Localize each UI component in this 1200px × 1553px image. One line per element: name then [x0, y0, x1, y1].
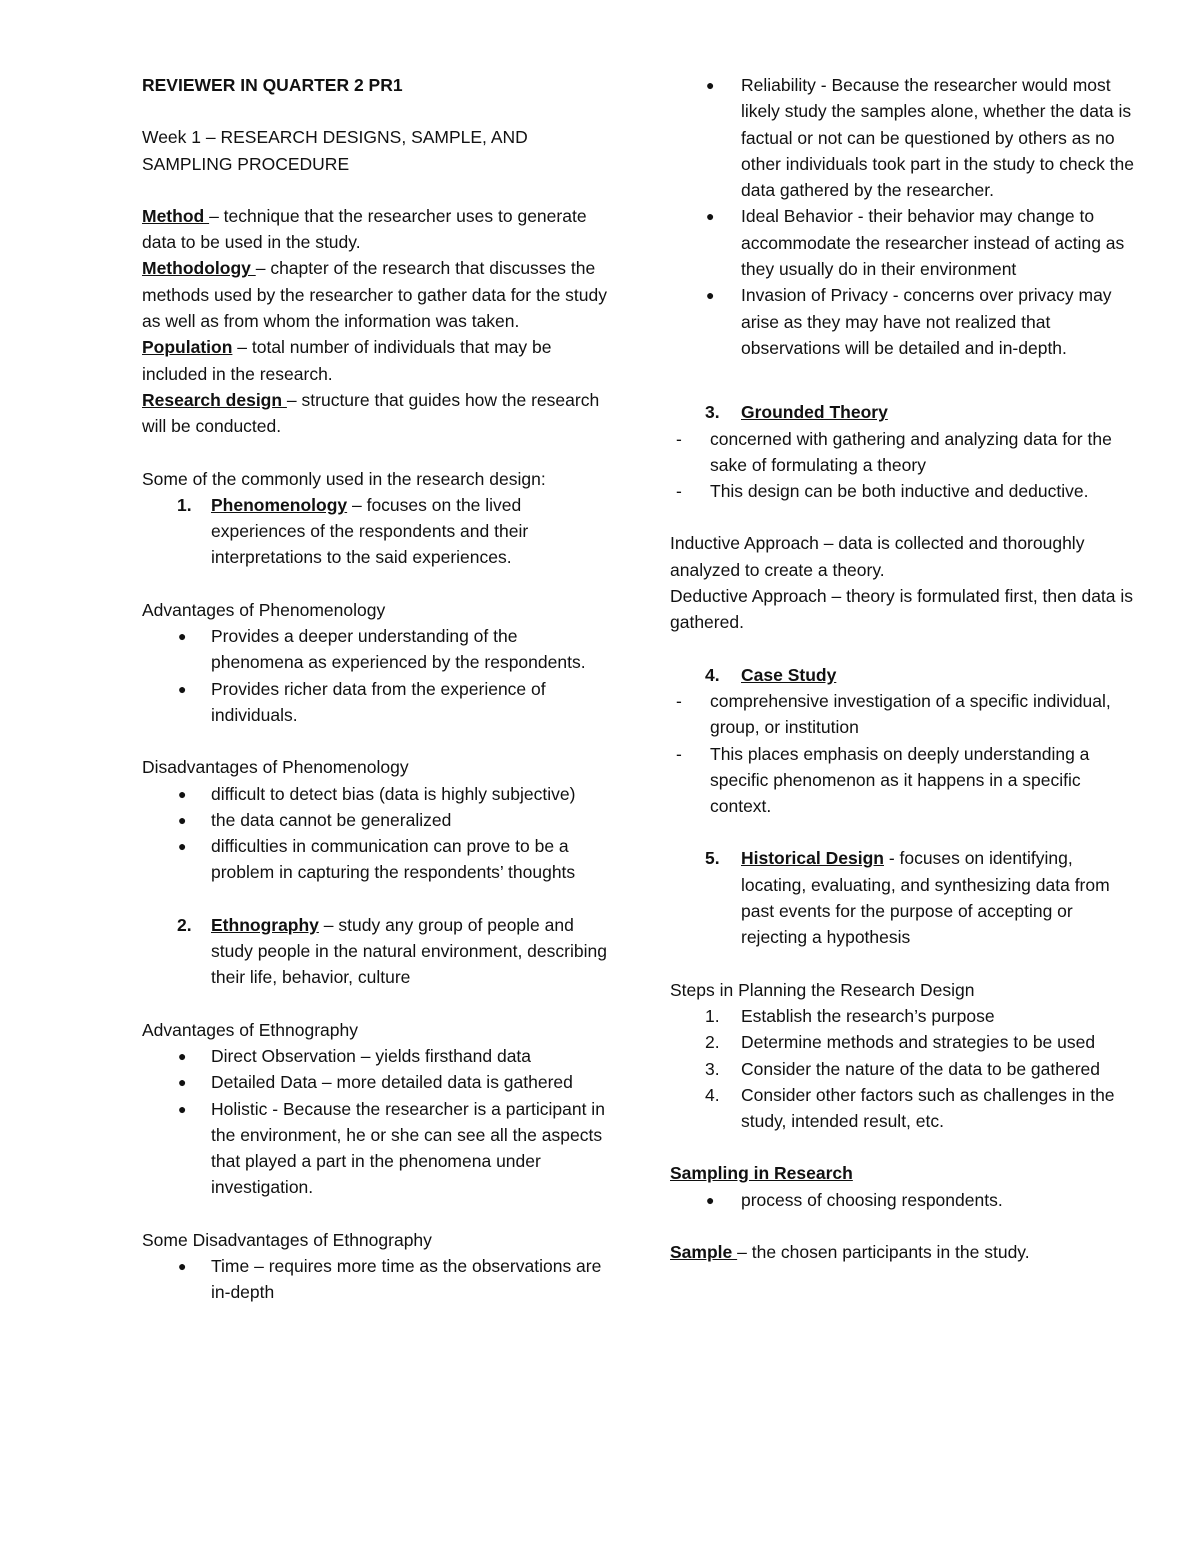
bullet-icon: ●: [706, 1191, 715, 1208]
design-case-study: [670, 662, 1140, 688]
bullet-icon: ●: [178, 785, 187, 802]
term: Sample: [670, 1241, 738, 1262]
list-item-text: Provides a deeper understanding of the phenomena as experienced by the respondents.: [211, 626, 586, 673]
dash-icon: -: [676, 743, 682, 764]
step-text: Establish the research’s purpose: [741, 1005, 995, 1026]
step-item: [670, 1056, 1140, 1082]
dash-item-text: This places emphasis on deeply understanding a specific phenomenon as it happens in a specific context.: [710, 743, 1090, 817]
dis-ethnography-title: Some Disadvantages of Ethnography: [142, 1229, 432, 1250]
design-text: – focuses on the lived experiences of the respondents and their interpretations to the said experiences.: [211, 494, 529, 568]
common-designs-intro: Some of the commonly used in the research design:: [142, 468, 546, 489]
step-text: Consider other factors such as challenges in the study, intended result, etc.: [741, 1084, 1115, 1132]
list-item-text: Invasion of Privacy - concerns over privacy may arise as they may have not realized that observations will be detailed and in-depth.: [741, 285, 1112, 358]
bullet-icon: ●: [178, 628, 187, 645]
bullet-icon: ●: [706, 287, 715, 304]
dash-icon: -: [676, 481, 682, 502]
design-historical: [670, 845, 1140, 950]
dash-item: [670, 688, 1140, 741]
step-item: [670, 1029, 1140, 1055]
bullet-icon: ●: [178, 838, 187, 855]
steps-title: Steps in Planning the Research Design: [670, 979, 975, 1000]
design-phenomenology: [142, 492, 607, 571]
step-item: [670, 1082, 1140, 1135]
bullet-icon: ●: [178, 1074, 187, 1091]
list-item: [142, 1253, 607, 1306]
design-term: Ethnography: [211, 914, 319, 935]
dash-item-text: This design can be both inductive and deductive.: [710, 481, 1089, 502]
left-column: [142, 72, 607, 1306]
bullet-icon: ●: [178, 811, 187, 828]
term: Method: [142, 205, 210, 226]
step-text: Determine methods and strategies to be used: [741, 1032, 1096, 1053]
inductive-approach: Inductive Approach – data is collected and thoroughly analyzed to create a theory.: [670, 533, 1085, 580]
definition-text: – structure that guides how the research will be conducted.: [142, 389, 600, 437]
list-item: [670, 72, 1140, 203]
definition-text: – the chosen participants in the study.: [737, 1241, 1030, 1262]
list-number: 3.: [705, 1058, 720, 1079]
list-number: 4.: [705, 664, 720, 685]
term: Methodology: [142, 258, 256, 279]
design-term: Phenomenology: [211, 494, 348, 515]
list-item-text: Time – requires more time as the observations are in-depth: [211, 1255, 602, 1303]
adv-ethnography-title: Advantages of Ethnography: [142, 1019, 358, 1040]
dash-icon: -: [676, 690, 682, 711]
list-number: 1.: [177, 494, 192, 515]
list-item-text: difficulties in communication can prove to be a problem in capturing the respondents’ thoughts: [211, 836, 576, 883]
definition-text: – technique that the researcher uses to generate data to be used in the study.: [142, 205, 587, 253]
document-title: REVIEWER IN QUARTER 2 PR1: [142, 75, 403, 95]
week-heading-line2: SAMPLING PROCEDURE: [142, 153, 350, 174]
bullet-icon: ●: [178, 1257, 187, 1274]
list-item: [142, 623, 607, 676]
bullet-icon: ●: [178, 1100, 187, 1117]
bullet-icon: ●: [706, 208, 715, 225]
list-item: [670, 1187, 1140, 1213]
design-term: Grounded Theory: [741, 402, 888, 423]
dash-item: [670, 478, 1140, 504]
list-item: [142, 1096, 607, 1201]
definition-text: – chapter of the research that discusses the methods used by the researcher to gather data for the study as well as from whom the information was taken.: [142, 258, 607, 332]
list-item-text: Reliability - Because the researcher would most likely study the samples alone, whether the data is factual or not can be questioned by others as no other individuals took part in the study to check the data gathered by the researcher.: [741, 75, 1135, 201]
term: Research design: [142, 389, 287, 410]
list-item: [142, 807, 607, 833]
list-item-text: the data cannot be generalized: [211, 809, 452, 830]
bullet-icon: ●: [178, 680, 187, 697]
list-item-text: Detailed Data – more detailed data is gathered: [211, 1072, 573, 1093]
list-number: 2.: [177, 914, 192, 935]
bullet-icon: ●: [706, 77, 715, 93]
definition-method: [142, 203, 607, 256]
list-item-text: Direct Observation – yields firsthand data: [211, 1045, 532, 1066]
design-text: – study any group of people and study people in the natural environment, describing their life, behavior, culture: [211, 914, 607, 988]
dash-item-text: concerned with gathering and analyzing data for the sake of formulating a theory: [710, 428, 1112, 475]
dash-item: [670, 426, 1140, 479]
deductive-approach: Deductive Approach – theory is formulated first, then data is gathered.: [670, 586, 1134, 633]
list-item: [142, 1069, 607, 1095]
list-item: [142, 1043, 607, 1069]
definition-methodology: [142, 255, 607, 334]
list-item-text: Holistic - Because the researcher is a participant in the environment, he or she can see all the aspects that played a part in the phenomena under investigation.: [211, 1098, 605, 1198]
list-number: 5.: [705, 848, 720, 869]
list-item: [142, 676, 607, 729]
list-item-text: Ideal Behavior - their behavior may change to accommodate the researcher instead of acting as they usually do in their environment: [741, 206, 1125, 280]
design-ethnography: [142, 912, 607, 991]
bullet-icon: ●: [178, 1047, 187, 1064]
dash-item: [670, 741, 1140, 820]
definition-text: – total number of individuals that may be included in the research.: [142, 337, 552, 384]
list-item: [670, 282, 1140, 361]
list-item-text: difficult to detect bias (data is highly subjective): [211, 783, 576, 804]
sampling-title: Sampling in Research: [670, 1163, 853, 1184]
list-number: 4.: [705, 1084, 720, 1105]
adv-phenomenology-title: Advantages of Phenomenology: [142, 599, 386, 620]
week-heading-line1: Week 1 – RESEARCH DESIGNS, SAMPLE, AND: [142, 127, 528, 148]
step-text: Consider the nature of the data to be gathered: [741, 1058, 1101, 1079]
term: Population: [142, 337, 233, 358]
dis-phenomenology-title: Disadvantages of Phenomenology: [142, 757, 409, 778]
list-number: 1.: [705, 1005, 720, 1026]
list-item-text: Provides richer data from the experience of individuals.: [211, 678, 546, 725]
right-column: [670, 72, 1140, 1265]
list-number: 2.: [705, 1032, 720, 1053]
design-term: Historical Design: [741, 848, 884, 869]
list-item: [670, 203, 1140, 282]
list-item: [142, 833, 607, 886]
step-item: [670, 1003, 1140, 1029]
design-grounded-theory: [670, 399, 1140, 425]
definition-research-design: [142, 387, 607, 440]
list-item: [142, 781, 607, 807]
definition-sample: [670, 1239, 1140, 1265]
definition-population: [142, 334, 607, 387]
dash-item-text: comprehensive investigation of a specific individual, group, or institution: [710, 690, 1111, 738]
design-term: Case Study: [741, 664, 837, 685]
dash-icon: -: [676, 428, 682, 449]
list-number: 3.: [705, 402, 720, 423]
list-item-text: process of choosing respondents.: [741, 1189, 1003, 1210]
design-text: - focuses on identifying, locating, evaluating, and synthesizing data from past events for the purpose of accepting or rejecting a hypothesis: [741, 848, 1110, 948]
